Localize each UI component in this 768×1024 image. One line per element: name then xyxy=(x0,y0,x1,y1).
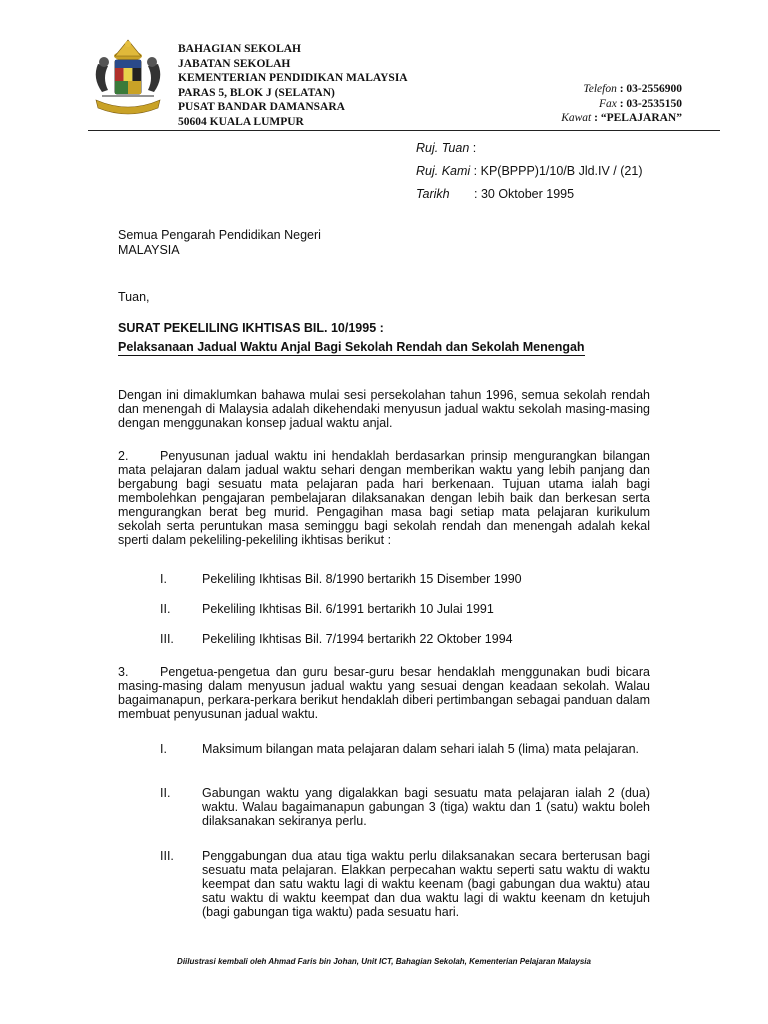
contact-value: : 03-2556900 xyxy=(619,83,682,95)
paragraph-3 xyxy=(118,665,650,721)
letterhead-line: KEMENTERIAN PENDIDIKAN MALAYSIA xyxy=(178,72,408,84)
letterhead-line: 50604 KUALA LUMPUR xyxy=(178,115,304,128)
ruj-tuan-value: : xyxy=(469,141,477,155)
contact-telefon xyxy=(561,82,682,97)
salutation: Tuan, xyxy=(118,290,150,304)
ruj-tuan xyxy=(416,137,642,160)
contact-label: Telefon xyxy=(583,83,617,95)
contact-block xyxy=(561,82,682,126)
list-number: I. xyxy=(160,572,167,586)
reference-block xyxy=(416,137,642,206)
list-number: III. xyxy=(160,632,174,646)
list-number: I. xyxy=(160,742,167,756)
subject-line-2: Pelaksanaan Jadual Waktu Anjal Bagi Sekolah Rendah dan Sekolah Menengah xyxy=(118,340,585,354)
list-text: Maksimum bilangan mata pelajaran dalam sehari ialah 5 (lima) mata pelajaran. xyxy=(202,742,640,756)
circular-item xyxy=(160,602,494,616)
paragraph-text: Pengetua-pengetua dan guru besar-guru besar hendaklah menggunakan budi bicara masing-masing dalam menyusun jadual waktu yang sesuai dengan keadaan sekolah. Walau bagaimanapun, perkara-perkara berikut hendaklah diberi pertimbangan sebagai panduan dalam membuat penyusunan jadual waktu. xyxy=(118,665,650,721)
letterhead-divider xyxy=(88,130,720,131)
recipient xyxy=(118,228,518,258)
ruj-kami xyxy=(416,160,642,183)
tarikh xyxy=(416,183,642,206)
letterhead-line: PUSAT BANDAR DAMANSARA xyxy=(178,101,345,113)
guideline-item xyxy=(160,786,650,828)
guideline-item xyxy=(160,742,650,756)
letterhead-line: PARAS 5, BLOK J (SELATAN) xyxy=(178,86,335,99)
paragraph-2 xyxy=(118,449,650,547)
paragraph-number: 3. xyxy=(118,665,129,679)
list-text: Gabungan waktu yang digalakkan bagi sesuatu mata pelajaran ialah 2 (dua) waktu. Walau bagaimanapun gabungan 3 (tiga) waktu dan 1 (satu) waktu boleh dilaksanakan sekiranya perlu. xyxy=(202,786,650,828)
letterhead-line: BAHAGIAN SEKOLAH xyxy=(178,43,302,55)
list-number: II. xyxy=(160,786,171,800)
ruj-kami-value: : KP(BPPP)1/10/B Jld.IV / (21) xyxy=(470,164,643,178)
paragraph-number: 2. xyxy=(118,449,129,463)
ruj-tuan-label: Ruj. Tuan xyxy=(416,141,470,155)
paragraph-1: Dengan ini dimaklumkan bahawa mulai sesi persekolahan tahun 1996, semua sekolah rendah dan menengah di Malaysia adalah dikehendaki menyusun jadual waktu sekolah masing-masing dengan menggunakan konsep jadual waktu anjal. xyxy=(118,388,650,430)
guideline-item xyxy=(160,849,650,919)
list-number: II. xyxy=(160,602,171,616)
recipient-line: Semua Pengarah Pendidikan Negeri xyxy=(118,228,321,242)
list-text: Pekeliling Ikhtisas Bil. 8/1990 bertarikh 15 Disember 1990 xyxy=(202,572,522,586)
contact-value: : 03-2535150 xyxy=(619,97,682,110)
subject-line-1: SURAT PEKELILING IKHTISAS BIL. 10/1995 : xyxy=(118,321,384,335)
footer-credit: Diilustrasi kembali oleh Ahmad Faris bin Johan, Unit ICT, Bahagian Sekolah, Kementerian Pelajaran Malaysia xyxy=(177,957,591,966)
tarikh-label: Tarikh xyxy=(416,187,450,201)
contact-label: Fax xyxy=(598,97,617,110)
ruj-kami-label: Ruj. Kami xyxy=(416,164,471,178)
contact-kawat xyxy=(561,111,682,126)
list-text: Pekeliling Ikhtisas Bil. 6/1991 bertarikh 10 Julai 1991 xyxy=(202,602,494,616)
circular-item xyxy=(160,632,513,646)
contact-value: : “PELAJARAN” xyxy=(594,112,682,124)
circular-item xyxy=(160,572,522,586)
tarikh-value: : 30 Oktober 1995 xyxy=(474,187,575,201)
letterhead-line: JABATAN SEKOLAH xyxy=(178,57,291,70)
list-text: Pekeliling Ikhtisas Bil. 7/1994 bertarikh 22 Oktober 1994 xyxy=(202,632,513,646)
letterhead-address xyxy=(178,42,408,129)
list-number: III. xyxy=(160,849,174,863)
contact-fax xyxy=(561,97,682,112)
paragraph-text: Penyusunan jadual waktu ini hendaklah berdasarkan prinsip mengurangkan bilangan mata pelajaran dalam jadual waktu sehari dengan memberikan waktu yang lebih panjang dan bergabung bagi sesuatu mata pelajaran pada hari berkenaan. Tujuan utama ialah bagi membolehkan pengajaran pembelajaran dilaksanakan dengan lebih baik dan berkesan serta mengurangkan berat beg murid. Pengagihan masa bagi setiap mata pelajaran kurikulum sekolah serta peruntukan masa seminggu bagi sekolah rendah dan menengah adalah kekal sperti dalam pekeliling-pekeliling ikhtisas berikut : xyxy=(118,449,650,547)
contact-label: Kawat xyxy=(561,112,592,124)
recipient-line: MALAYSIA xyxy=(118,243,180,257)
coat-of-arms-logo xyxy=(88,34,168,126)
list-text: Penggabungan dua atau tiga waktu perlu dilaksanakan secara berterusan bagi sesuatu mata pelajaran. Elakkan perpecahan waktu seperti satu waktu di waktu keempat dan satu waktu lagi di waktu keenam (bagi gabungan dua waktu) atau satu waktu di waktu keempat dan dua waktu lagi di waktu keenam dn ketujuh (bagi gabungan tiga waktu) pada sesuatu hari. xyxy=(202,849,650,919)
